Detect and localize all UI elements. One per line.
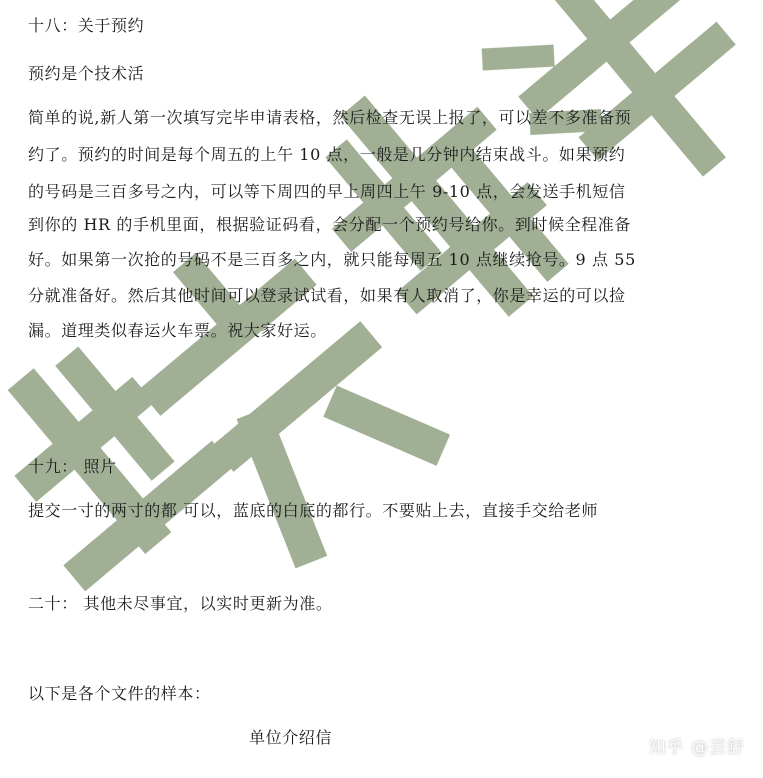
paragraph-line: 的号码是三百多号之内，可以等下周四的早上周四上午 9-10 点，会发送手机短信 (28, 182, 626, 201)
zhihu-credit: 知乎 @芸舒 (648, 738, 745, 758)
paragraph-line: 简单的说,新人第一次填写完毕申请表格，然后检查无误上报了，可以差不多准备预 (28, 108, 632, 127)
paragraph-line: 到你的 HR 的手机里面，根据验证码看，会分配一个预约号给你。到时候全程准备 (28, 215, 631, 234)
section19-heading: 十九： 照片 (28, 457, 117, 476)
section18-heading: 十八：关于预约 (28, 16, 145, 35)
section19-body: 提交一寸的两寸的都 可以，蓝底的白底的都行。不要贴上去，直接手交给老师 (28, 501, 599, 520)
paragraph-line: 约了。预约的时间是每个周五的上午 10 点，一般是几分钟内结束战斗。如果预约 (28, 145, 626, 164)
section18-subheading: 预约是个技术活 (28, 64, 145, 83)
sample-title: 单位介绍信 (249, 728, 333, 747)
paragraph-line: 好。如果第一次抢的号码不是三百多之内，就只能每周五 10 点继续抢号。9 点 55 (28, 250, 636, 269)
section20-heading: 二十： 其他未尽事宜，以实时更新为准。 (28, 594, 333, 613)
samples-intro: 以下是各个文件的样本： (28, 684, 211, 703)
paragraph-line: 分就准备好。然后其他时间可以登录试试看，如果有人取消了，你是幸运的可以捡 (28, 286, 626, 305)
paragraph-line: 漏。道理类似春运火车票。祝大家好运。 (28, 321, 327, 340)
